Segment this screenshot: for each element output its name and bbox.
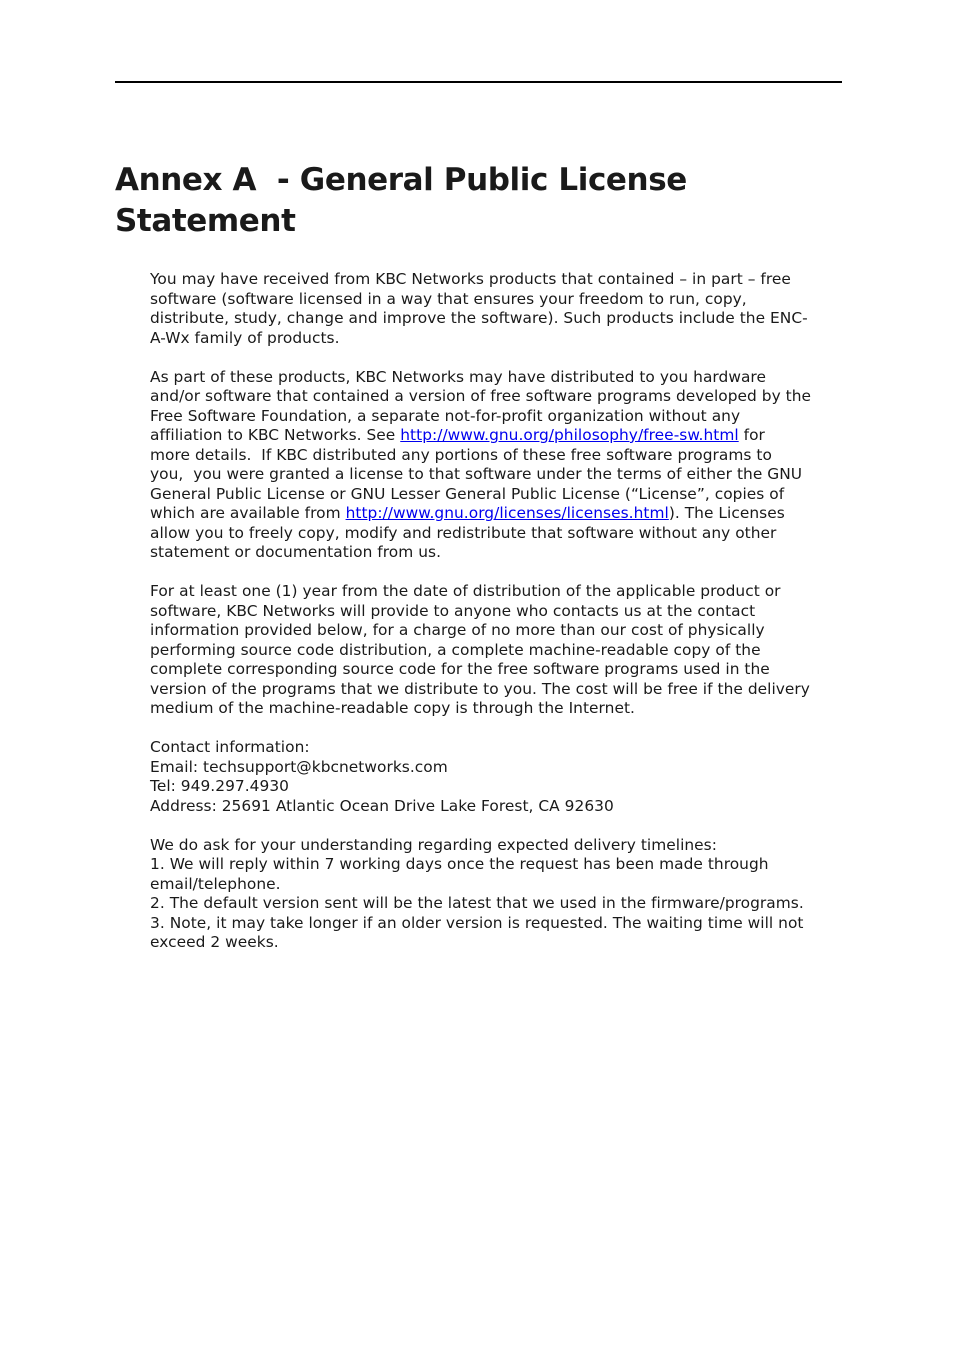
paragraph-line: complete corresponding source code for the free software programs used in the xyxy=(150,660,770,678)
paragraph-line-with-link xyxy=(150,426,850,446)
timeline-item: exceed 2 weeks. xyxy=(150,933,279,951)
paragraph-line: version of the programs that we distribute to you. The cost will be free if the delivery xyxy=(150,679,810,698)
title-line-2: Statement xyxy=(115,203,296,239)
paragraph-line: performing source code distribution, a complete machine-readable copy of the xyxy=(150,640,761,659)
paragraph-line: information provided below, for a charge of no more than our cost of physically xyxy=(150,621,765,639)
paragraph-line: software (software licensed in a way that ensures your freedom to run, copy, xyxy=(150,289,747,308)
paragraph-line: General Public License or GNU Lesser General Public License (“License”, copies of xyxy=(150,484,785,503)
free-software-link[interactable]: http://www.gnu.org/philosophy/free-sw.html xyxy=(400,426,739,444)
paragraph-licenses xyxy=(150,368,850,563)
paragraph-line-with-link xyxy=(150,504,850,524)
line-text: for xyxy=(738,426,765,444)
line-text: which are available from xyxy=(150,504,346,522)
paragraph-spacer xyxy=(150,563,850,583)
paragraph-intro xyxy=(150,270,850,348)
contact-email: Email: techsupport@kbcnetworks.com xyxy=(150,757,448,776)
paragraph-line: For at least one (1) year from the date of distribution of the applicable product or xyxy=(150,582,781,600)
paragraph-line: Free Software Foundation, a separate not-for-profit organization without any xyxy=(150,406,741,425)
paragraph-line: you, you were granted a license to that software under the terms of either the GNU xyxy=(150,465,803,483)
timelines-heading: We do ask for your understanding regarding expected delivery timelines: xyxy=(150,835,717,854)
page-title xyxy=(115,160,842,242)
paragraph-line: distribute, study, change and improve the software). Such products include the ENC- xyxy=(150,309,808,327)
paragraph-spacer xyxy=(150,348,850,368)
line-text: ). The Licenses xyxy=(668,504,785,522)
timeline-item: email/telephone. xyxy=(150,874,281,893)
document-body xyxy=(150,270,850,953)
paragraph-line: more details. If KBC distributed any portions of these free software programs to xyxy=(150,445,772,464)
contact-information xyxy=(150,738,850,816)
paragraph-line: statement or documentation from us. xyxy=(150,543,441,561)
header-rule xyxy=(115,81,842,83)
paragraph-line: A-Wx family of products. xyxy=(150,328,340,347)
paragraph-line: As part of these products, KBC Networks may have distributed to you hardware xyxy=(150,367,766,386)
contact-heading: Contact information: xyxy=(150,738,310,756)
gnu-licenses-link[interactable]: http://www.gnu.org/licenses/licenses.html xyxy=(345,504,669,522)
paragraph-spacer xyxy=(150,816,850,836)
timeline-item: 3. Note, it may take longer if an older version is requested. The waiting time will not xyxy=(150,913,804,932)
paragraph-line: and/or software that contained a version of free software programs developed by the xyxy=(150,387,812,405)
paragraph-spacer xyxy=(150,719,850,739)
timeline-item: 1. We will reply within 7 working days once the request has been made through xyxy=(150,855,769,873)
timeline-item: 2. The default version sent will be the latest that we used in the firmware/programs. xyxy=(150,894,804,912)
contact-phone: Tel: 949.297.4930 xyxy=(150,777,289,795)
title-line-1: Annex A - General Public License xyxy=(115,162,687,198)
contact-address: Address: 25691 Atlantic Ocean Drive Lake Forest, CA 92630 xyxy=(150,796,614,815)
paragraph-line: allow you to freely copy, modify and redistribute that software without any other xyxy=(150,523,777,542)
line-text: affiliation to KBC Networks. See xyxy=(150,426,401,444)
delivery-timelines xyxy=(150,836,850,953)
paragraph-line: medium of the machine-readable copy is through the Internet. xyxy=(150,699,635,717)
paragraph-source-code-offer xyxy=(150,582,850,719)
paragraph-line: software, KBC Networks will provide to anyone who contacts us at the contact xyxy=(150,601,756,620)
paragraph-line: You may have received from KBC Networks products that contained – in part – free xyxy=(150,270,791,288)
